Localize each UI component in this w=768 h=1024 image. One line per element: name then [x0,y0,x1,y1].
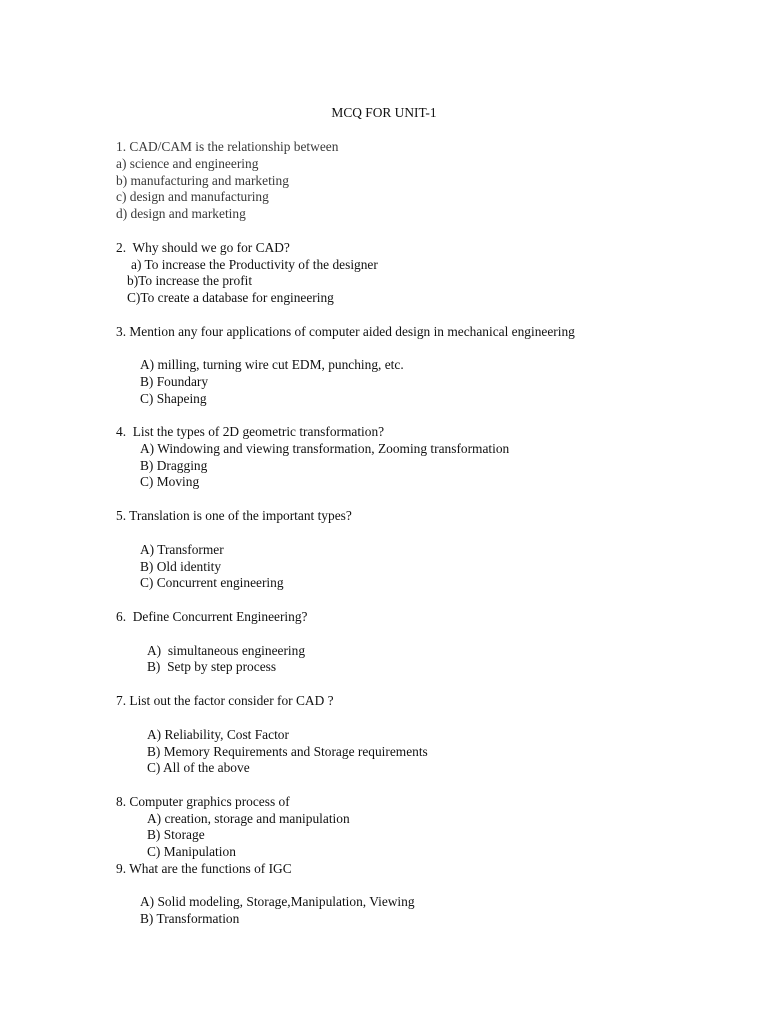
q8-option-a: A) creation, storage and manipulation [147,811,350,826]
q4-option-b: B) Dragging [140,458,208,473]
q8-option-b: B) Storage [147,827,205,842]
question-1: 1. CAD/CAM is the relationship between [116,139,339,154]
question-2: 2. Why should we go for CAD? [116,240,290,255]
question-9: 9. What are the functions of IGC [116,861,292,876]
question-7: 7. List out the factor consider for CAD ? [116,693,334,708]
question-3: 3. Mention any four applications of computer aided design in mechanical engineering [116,324,575,339]
q4-option-a: A) Windowing and viewing transformation, Zooming transformation [140,441,510,456]
question-4: 4. List the types of 2D geometric transformation? [116,424,385,439]
q3-option-b: B) Foundary [140,374,209,389]
q6-option-b: B) Setp by step process [147,659,277,674]
q5-option-c: C) Concurrent engineering [140,575,284,590]
q2-option-b: b)To increase the profit [127,273,253,288]
q9-option-b: B) Transformation [140,911,240,926]
q2-option-c: C)To create a database for engineering [127,290,334,305]
q7-option-a: A) Reliability, Cost Factor [147,727,289,742]
q7-option-c: C) All of the above [147,760,250,775]
q5-option-a: A) Transformer [140,542,224,557]
page-title: MCQ FOR UNIT-1 [331,105,437,120]
q3-option-c: C) Shapeing [140,391,207,406]
q1-option-a: a) science and engineering [116,156,259,171]
question-8: 8. Computer graphics process of [116,794,290,809]
q6-option-a: A) simultaneous engineering [147,643,306,658]
q1-option-b: b) manufacturing and marketing [116,173,289,188]
q1-option-c: c) design and manufacturing [116,189,269,204]
q7-option-b: B) Memory Requirements and Storage requirements [147,744,428,759]
q1-option-d: d) design and marketing [116,206,246,221]
question-5: 5. Translation is one of the important types? [116,508,352,523]
q8-option-c: C) Manipulation [147,844,236,859]
q5-option-b: B) Old identity [140,559,222,574]
q4-option-c: C) Moving [140,474,200,489]
q3-option-a: A) milling, turning wire cut EDM, punching, etc. [140,357,404,372]
q2-option-a: a) To increase the Productivity of the designer [131,257,378,272]
question-6: 6. Define Concurrent Engineering? [116,609,308,624]
q9-option-a: A) Solid modeling, Storage,Manipulation, Viewing [140,894,415,909]
